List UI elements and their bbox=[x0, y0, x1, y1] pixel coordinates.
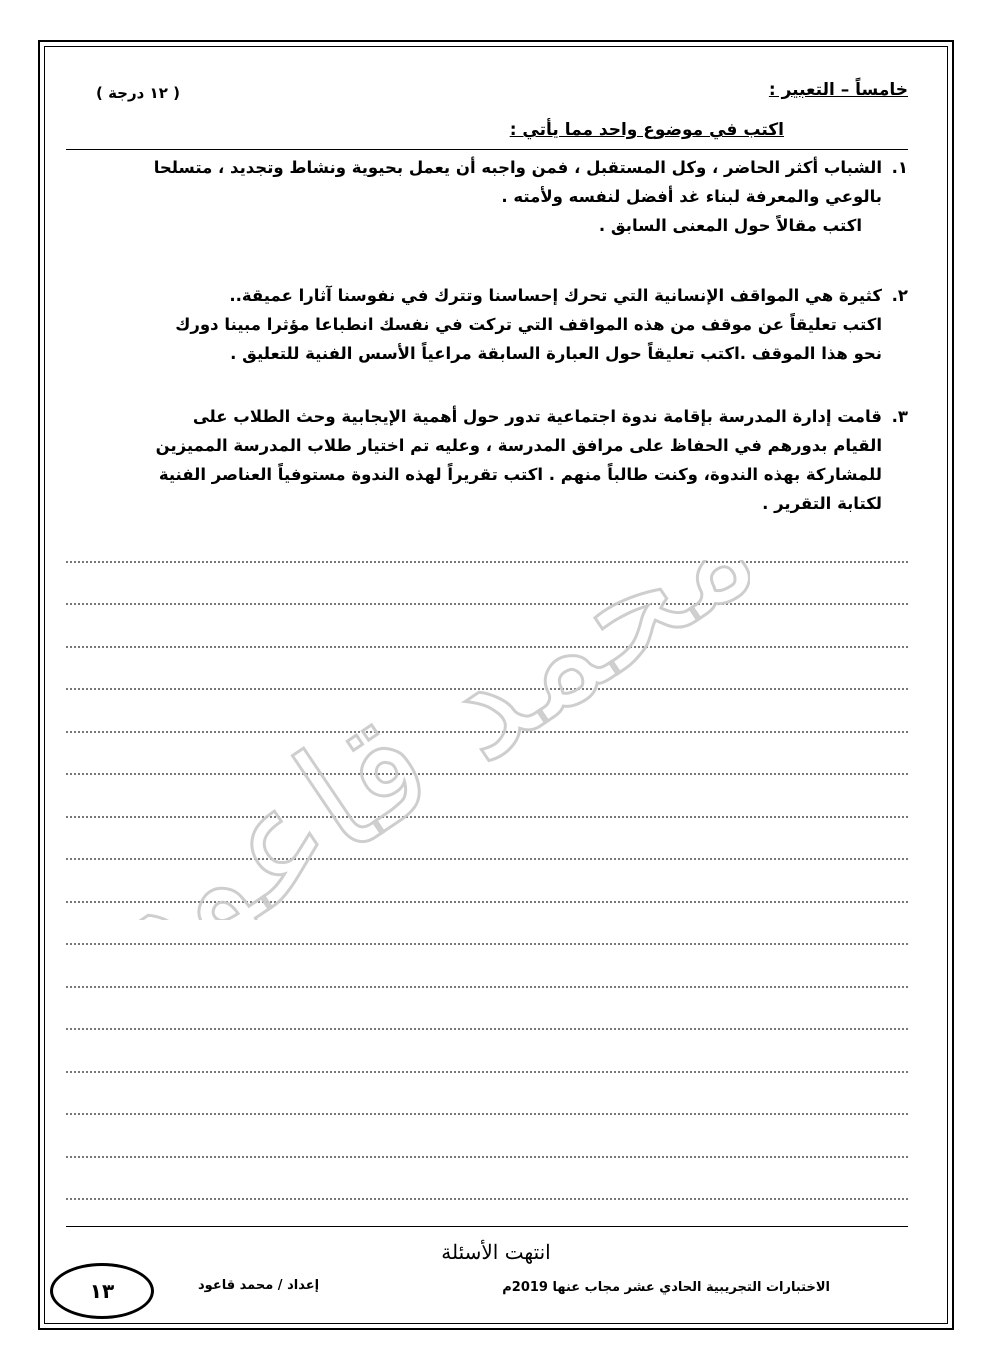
answer-line[interactable] bbox=[66, 1073, 908, 1116]
page-number-badge bbox=[50, 1263, 154, 1319]
answer-line[interactable] bbox=[66, 605, 908, 648]
question-1-line-1: الشباب أكثر الحاضر ، وكل المستقبل ، فمن واجبه أن يعمل بحيوية ونشاط وتجديد ، متسلحا bbox=[153, 158, 882, 177]
answer-line[interactable] bbox=[66, 648, 908, 691]
series-title: الاختبارات التجريبية الحادي عشر مجاب عنها 2019م bbox=[502, 1280, 830, 1295]
question-3-line-2: القيام بدورهم في الحفاظ على مرافق المدرسة ، وعليه تم اختيار طلاب المدرسة المميزين bbox=[155, 436, 882, 455]
answer-line[interactable] bbox=[66, 1115, 908, 1158]
answer-line[interactable] bbox=[66, 520, 908, 563]
answer-line[interactable] bbox=[66, 690, 908, 733]
answer-line[interactable] bbox=[66, 563, 908, 606]
watermark-text: محمد قاعود bbox=[110, 560, 750, 920]
section-title: خامساً – التعبير : bbox=[768, 80, 908, 100]
question-3-line-1: قامت إدارة المدرسة بإقامة ندوة اجتماعية تدور حول أهمية الإيجابية وحث الطلاب على bbox=[192, 407, 882, 426]
question-1-line-2: بالوعي والمعرفة لبناء غد أفضل لنفسه ولأمته . bbox=[501, 187, 882, 206]
question-2-line-3: نحو هذا الموقف .اكتب تعليقاً حول العبارة السابقة مراعياً الأسس الفنية للتعليق . bbox=[230, 344, 882, 363]
question-1 bbox=[66, 153, 908, 240]
question-2-line-1: كثيرة هي المواقف الإنسانية التي تحرك إحساسنا وتترك في نفوسنا آثارا عميقة.. bbox=[229, 286, 882, 305]
end-of-questions: انتهت الأسئلة bbox=[441, 1240, 551, 1264]
question-2-number: ٢. bbox=[891, 286, 908, 305]
question-3-line-3: للمشاركة بهذه الندوة، وكنت طالباً منهم . اكتب تقريراً لهذه الندوة مستوفياً العناصر الفنية bbox=[158, 465, 882, 484]
question-3-number: ٣. bbox=[891, 407, 908, 426]
question-2 bbox=[66, 281, 908, 368]
answer-line[interactable] bbox=[66, 903, 908, 946]
answer-line[interactable] bbox=[66, 1158, 908, 1201]
marks-label: ( ١٢ درجة ) bbox=[96, 84, 180, 102]
answer-line[interactable] bbox=[66, 733, 908, 776]
answer-line[interactable] bbox=[66, 818, 908, 861]
question-1-number: ١. bbox=[891, 158, 908, 177]
answer-line[interactable] bbox=[66, 988, 908, 1031]
answer-line[interactable] bbox=[66, 1030, 908, 1073]
instruction-underline bbox=[66, 149, 908, 150]
answer-line[interactable] bbox=[66, 945, 908, 988]
prepared-by: إعداد / محمد قاعود bbox=[198, 1278, 320, 1293]
footer-divider bbox=[66, 1226, 908, 1227]
instruction-heading: اكتب في موضوع واحد مما يأتي : bbox=[509, 120, 784, 140]
question-3 bbox=[66, 402, 908, 518]
question-2-line-2: اكتب تعليقاً عن موقف من هذه المواقف التي تركت في نفسك انطباعا مؤثرا مبينا دورك bbox=[175, 315, 882, 334]
answer-line[interactable] bbox=[66, 775, 908, 818]
page-number: ١٣ bbox=[89, 1279, 115, 1303]
answer-lines[interactable] bbox=[66, 520, 908, 1200]
answer-line[interactable] bbox=[66, 860, 908, 903]
question-1-line-3: اكتب مقالاً حول المعنى السابق . bbox=[598, 216, 862, 235]
question-3-line-4: لكتابة التقرير . bbox=[762, 494, 882, 513]
